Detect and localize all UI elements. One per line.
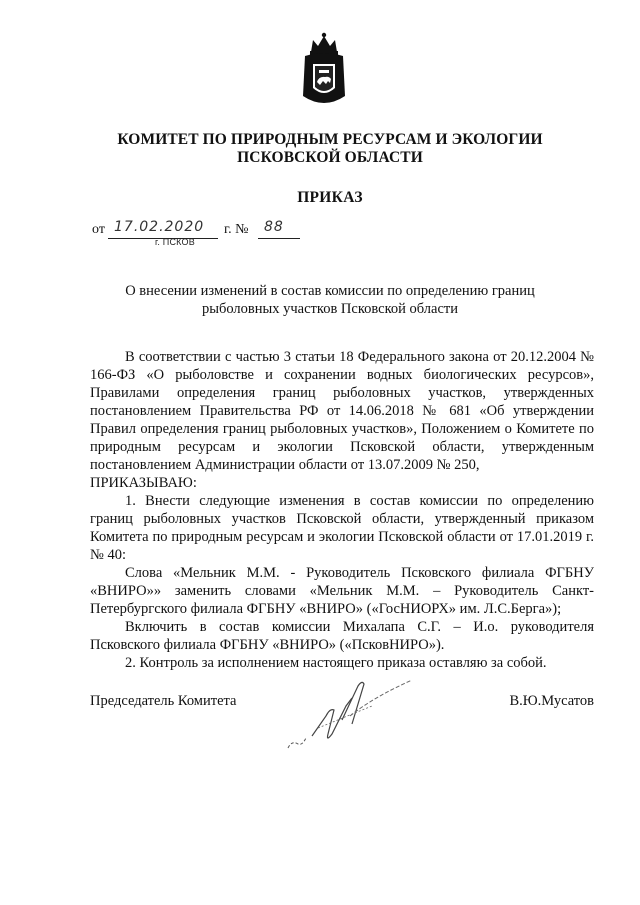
item-1-paragraph: 1. Внести следующие изменения в состав комиссии по определению границ рыболовных участков Псковской области, утвержденный приказом Комитета по природным ресурсам и экологии Псковской области от 17.01.2019 г. № 40: <box>90 493 594 563</box>
number-prefix: г. № <box>224 222 249 237</box>
org-name-line1: КОМИТЕТ ПО ПРИРОДНЫМ РЕСУРСАМ И ЭКОЛОГИИ <box>117 131 543 148</box>
document-type: ПРИКАЗ <box>297 189 363 206</box>
handwritten-signature <box>282 676 422 756</box>
handwritten-date: 17.02.2020 <box>114 219 205 235</box>
date-prefix: от <box>92 222 105 237</box>
org-name-line2: ПСКОВСКОЙ ОБЛАСТИ <box>237 149 423 166</box>
item-1-include-member: Включить в состав комиссии Михалапа С.Г. – И.о. руководителя Псковского филиала ФГБНУ «ВНИРО» («ПсковНИРО»). <box>90 619 594 653</box>
organization-name <box>60 131 600 167</box>
handwritten-number: 88 <box>264 219 284 235</box>
order-word: ПРИКАЗЫВАЮ: <box>90 475 197 491</box>
order-date-number-line <box>92 219 332 244</box>
signatory-position: Председатель Комитета <box>90 693 237 709</box>
subject-line1: О внесении изменений в состав комиссии по определению границ <box>125 283 535 299</box>
subject-line2: рыболовных участков Псковской области <box>202 301 458 317</box>
signatory-name: В.Ю.Мусатов <box>509 693 594 709</box>
order-body <box>90 348 594 672</box>
item-1-replace-words: Слова «Мельник М.М. - Руководитель Псковского филиала ФГБНУ «ВНИРО»» заменить словами «Мельник М.М. – Руководитель Санкт-Петербургского филиала ФГБНУ «ВНИРО» («ГосНИОРХ» им. Л.С.Берга»); <box>90 565 594 617</box>
coat-of-arms-emblem <box>299 30 349 108</box>
city-label: г. ПСКОВ <box>155 237 195 247</box>
number-underline <box>258 238 300 239</box>
item-2-paragraph: 2. Контроль за исполнением настоящего приказа оставляю за собой. <box>125 655 547 671</box>
preamble-paragraph: В соответствии с частью 3 статьи 18 Федерального закона от 20.12.2004 № 166-ФЗ «О рыболовстве и сохранении водных биологических ресурсов», Правилами определения границ рыболовных участков, утвержденных постановлением Правительства РФ от 14.06.2018 № 681 «Об утверждении Правил определения границ рыболовных участков», Положением о Комитете по природным ресурсам и экологии Псковской области, утвержденным постановлением Администрации области от 13.07.2009 № 250, <box>90 349 594 473</box>
order-subject <box>70 282 590 318</box>
